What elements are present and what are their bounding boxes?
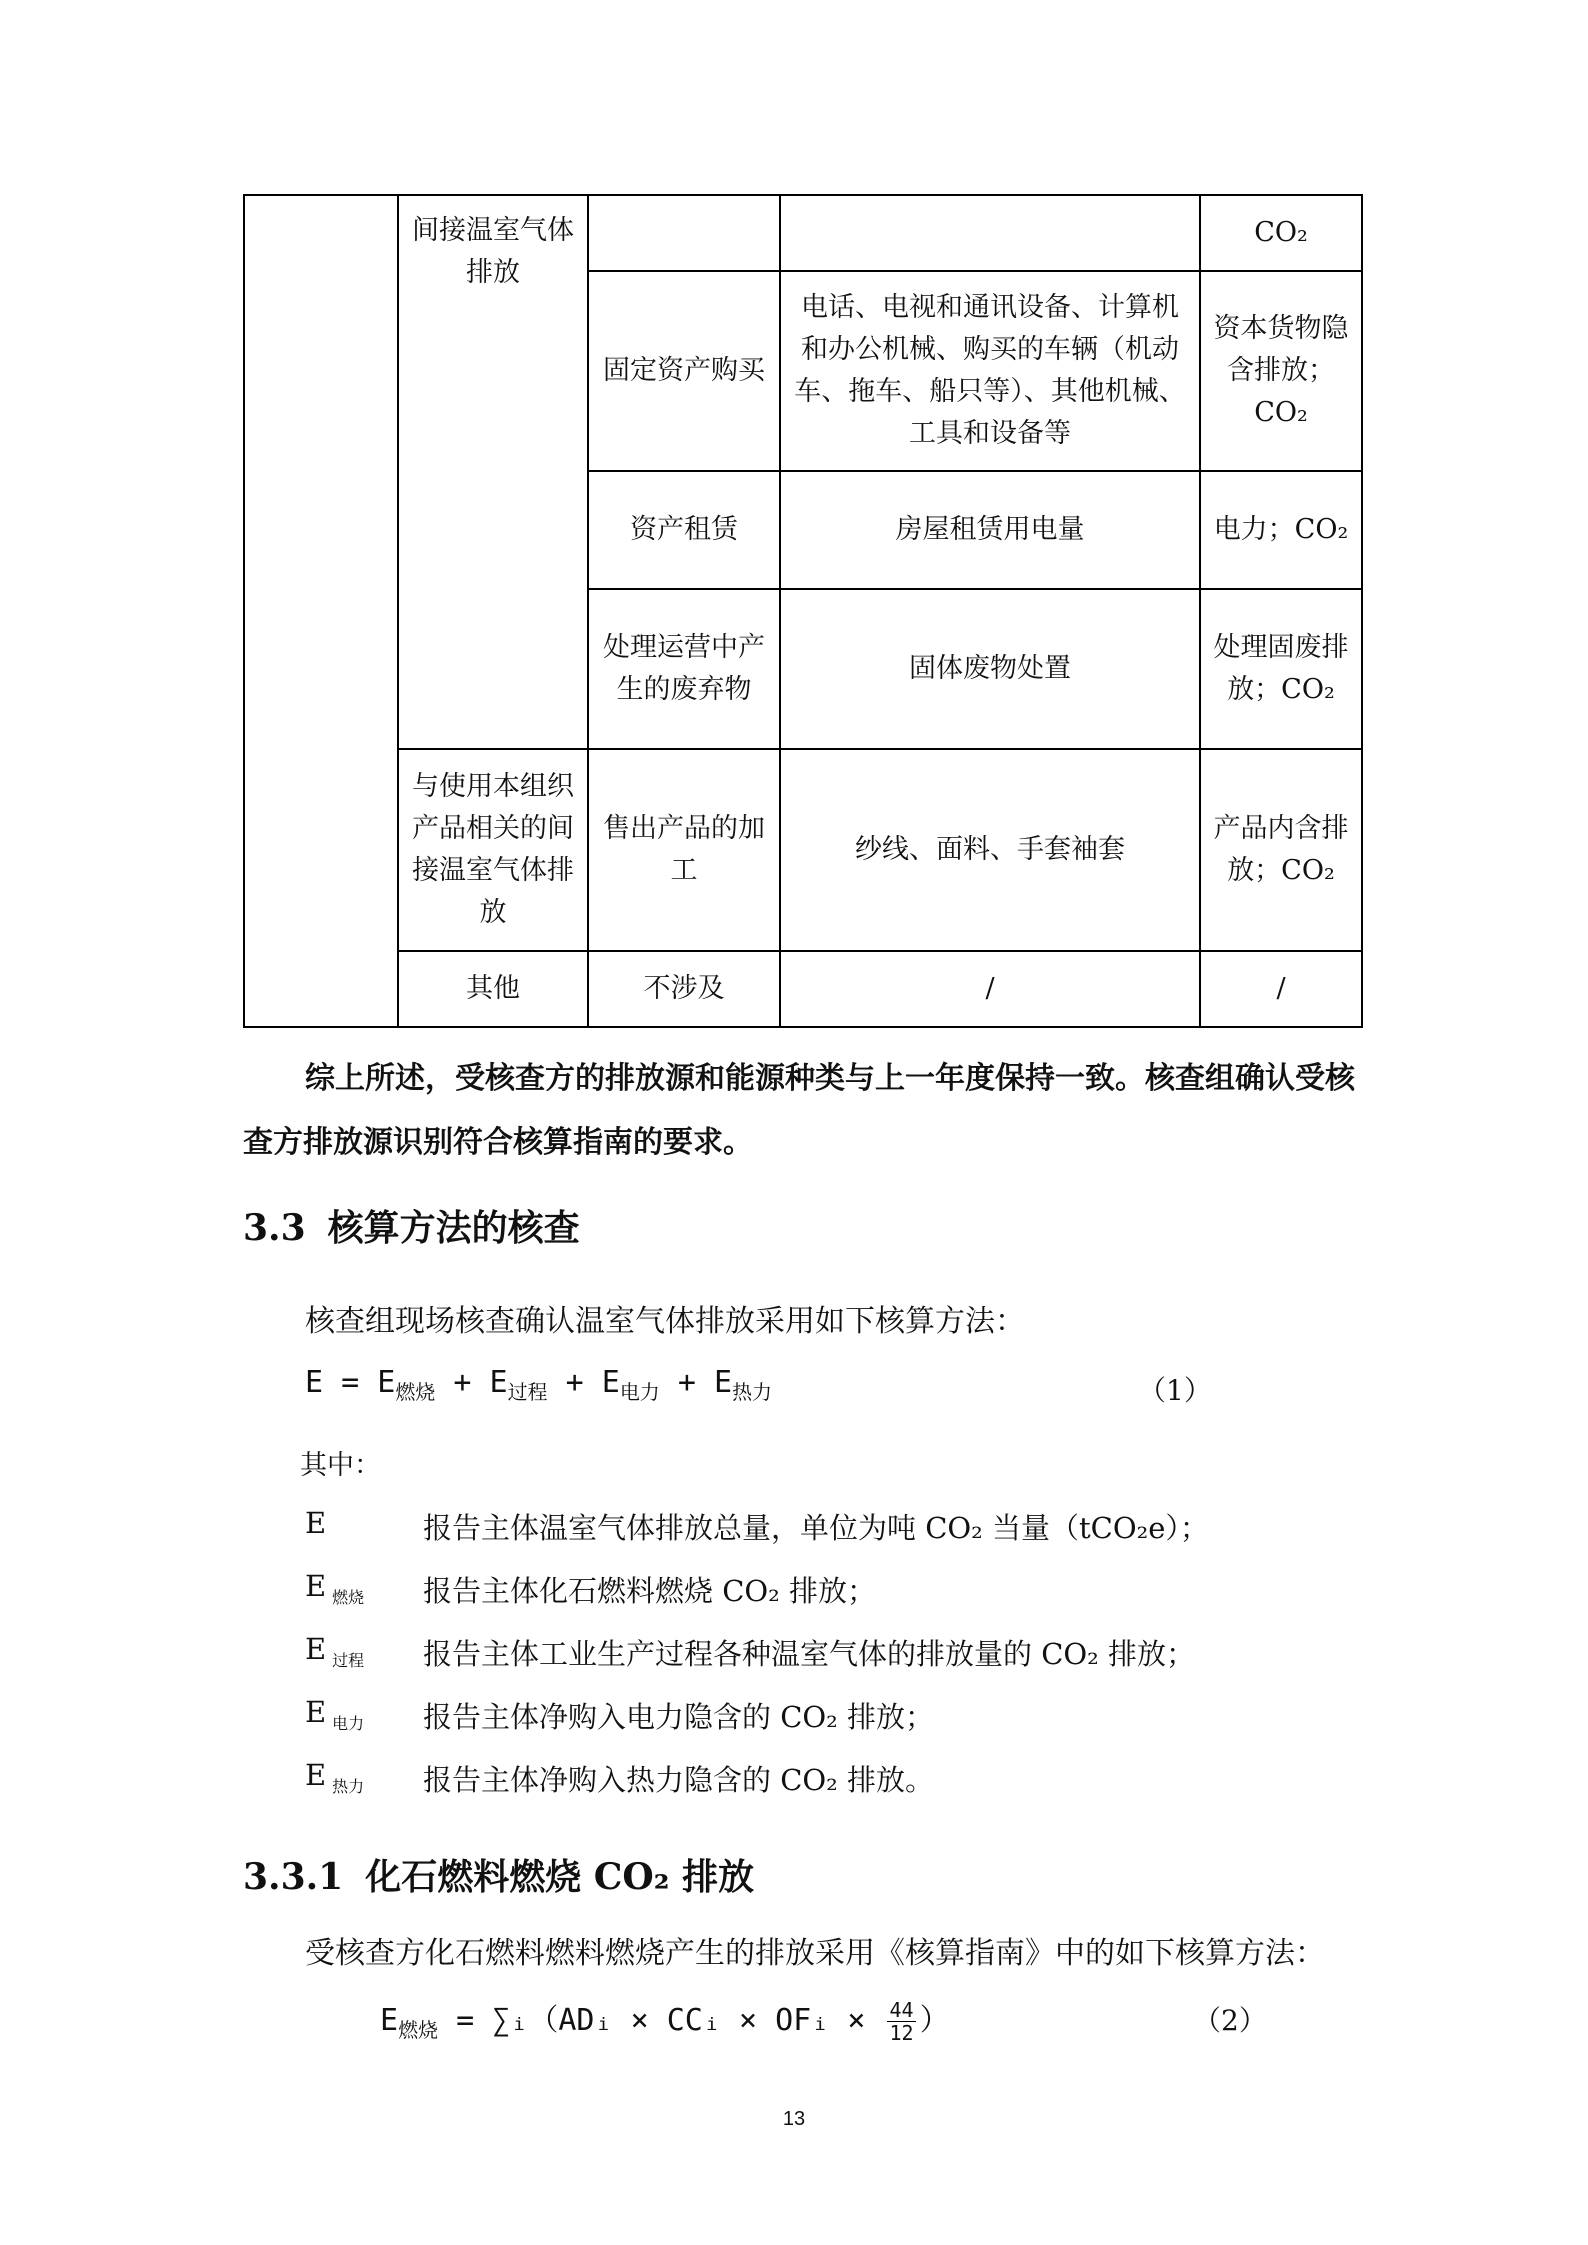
table-cell-subcategory: 其他 <box>398 951 588 1027</box>
formula-term: E <box>601 1365 620 1400</box>
table-cell-desc: 纱线、面料、手套袖套 <box>780 749 1200 951</box>
formula-body: = ∑ᵢ（ADᵢ × CCᵢ × OFᵢ × <box>456 2003 866 2038</box>
table-cell-gas: 产品内含排放；CO₂ <box>1200 749 1362 951</box>
equation-number-1: （1） <box>1138 1374 1212 1407</box>
formula-term: E <box>714 1365 733 1400</box>
definition-text: 报告主体化石燃料燃烧 CO₂ 排放； <box>423 1574 877 1608</box>
definition-symbol: E $_{过程}$ <box>305 1632 365 1670</box>
fraction <box>887 1999 915 2044</box>
formula-2 <box>380 1995 950 2044</box>
definition-symbol: E $_{电力}$ <box>305 1695 365 1733</box>
table-cell-gas: 电力；CO₂ <box>1200 471 1362 589</box>
definition-symbol: E $_{热力}$ <box>305 1758 365 1796</box>
table-cell-gas: / <box>1200 951 1362 1027</box>
formula-operator: = <box>341 1365 360 1400</box>
table-cell-subcategory: 间接温室气体排放 <box>398 195 588 749</box>
page-number: 13 <box>782 2108 806 2130</box>
formula-subscript: 电力 <box>619 1380 660 1404</box>
table-cell-gas: 处理固废排放；CO₂ <box>1200 589 1362 749</box>
emission-source-table <box>243 194 1363 1028</box>
formula-subscript: 燃烧 <box>395 1380 436 1404</box>
fraction-denominator: 12 <box>889 2021 914 2045</box>
formula-operator: + <box>565 1365 584 1400</box>
section-heading-3-3 <box>243 1200 580 1251</box>
table-cell-subcategory: 与使用本组织产品相关的间接温室气体排放 <box>398 749 588 951</box>
table-cell-desc <box>780 195 1200 271</box>
formula-operator: + <box>677 1365 696 1400</box>
where-label: 其中： <box>300 1450 381 1481</box>
table-cell-category <box>244 195 398 1027</box>
formula-subscript: 热力 <box>732 1380 773 1404</box>
formula-subscript: 燃烧 <box>398 2018 439 2042</box>
definition-symbol: E <box>305 1506 327 1540</box>
table-cell-type: 售出产品的加工 <box>588 749 780 951</box>
section-number: 3.3 <box>243 1207 306 1249</box>
definition-text: 报告主体净购入热力隐含的 CO₂ 排放。 <box>423 1763 935 1797</box>
table-row <box>244 195 1362 271</box>
formula-close: ） <box>919 2003 950 2038</box>
table-row <box>244 951 1362 1027</box>
table-cell-type: 处理运营中产生的废弃物 <box>588 589 780 749</box>
summary-paragraph: 综上所述，受核查方的排放源和能源种类与上一年度保持一致。核查组确认受核查方排放源识别符合核算指南的要求。 <box>243 1061 1355 1160</box>
table-cell-type <box>588 195 780 271</box>
definition-text: 报告主体工业生产过程各种温室气体的排放量的 CO₂ 排放； <box>423 1637 1196 1671</box>
table-cell-type: 固定资产购买 <box>588 271 780 471</box>
fraction-numerator: 44 <box>889 1998 914 2022</box>
formula-term: E <box>305 1365 324 1400</box>
formula-term: E <box>380 2003 399 2038</box>
table-row <box>244 749 1362 951</box>
formula-1 <box>305 1365 772 1405</box>
section-number: 3.3.1 <box>243 1856 344 1898</box>
table-cell-gas: 资本货物隐含排放；CO₂ <box>1200 271 1362 471</box>
table-cell-type: 资产租赁 <box>588 471 780 589</box>
formula-term: E <box>377 1365 396 1400</box>
intro-text-2: 受核查方化石燃料燃料燃烧产生的排放采用《核算指南》中的如下核算方法： <box>305 1936 1325 1971</box>
definition-text: 报告主体温室气体排放总量，单位为吨 CO₂ 当量（tCO₂e）； <box>423 1511 1209 1545</box>
definition-symbol: E $_{燃烧}$ <box>305 1569 365 1607</box>
section-heading-3-3-1 <box>243 1849 754 1900</box>
table-cell-desc: 电话、电视和通讯设备、计算机和办公机械、购买的车辆（机动车、拖车、船只等）、其他机械、工具和设备等 <box>780 271 1200 471</box>
section-title: 化石燃料燃烧 CO₂ 排放 <box>365 1856 755 1898</box>
definition-text: 报告主体净购入电力隐含的 CO₂ 排放； <box>423 1700 935 1734</box>
formula-term: E <box>489 1365 508 1400</box>
intro-text: 核查组现场核查确认温室气体排放采用如下核算方法： <box>305 1304 1025 1339</box>
table-cell-desc: / <box>780 951 1200 1027</box>
formula-operator: + <box>453 1365 472 1400</box>
table-cell-gas: CO₂ <box>1200 195 1362 271</box>
section-title: 核算方法的核查 <box>327 1207 580 1249</box>
table-cell-type: 不涉及 <box>588 951 780 1027</box>
formula-subscript: 过程 <box>507 1380 548 1404</box>
equation-number-2: （2） <box>1193 2004 1267 2037</box>
table-cell-desc: 固体废物处置 <box>780 589 1200 749</box>
table-cell-desc: 房屋租赁用电量 <box>780 471 1200 589</box>
